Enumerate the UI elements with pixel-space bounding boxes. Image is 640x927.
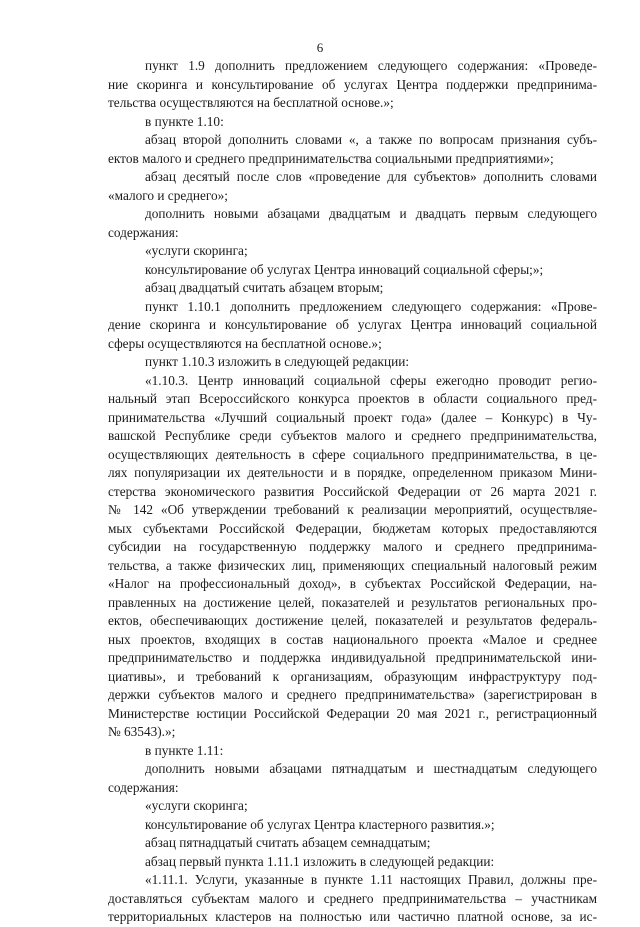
text-line: № 63543).»; [108,724,176,739]
text-line: в пункте 1.11: [145,742,224,758]
text-line: сферы осуществляются на бесплатной основе.»; [108,335,382,351]
text-line: тельства, а также физических лиц, применяющих специальный налоговый режим [108,557,597,573]
text-line: дение скоринга и консультирование об услугах Центра инноваций социальной [108,317,597,332]
text-line: мых субъектами Российской Федерации, бюджетам которых предоставляются [108,520,597,536]
page-number: 6 [316,40,324,55]
text-line: нальный этап Всероссийского конкурса проектов в области социального пред- [108,391,597,406]
text-line: «услуги скоринга; [145,243,248,258]
text-line: консультирование об услугах Центра инноваций социальной сферы;»; [145,261,544,277]
text-line: дополнить новыми абзацами двадцатым и двадцать первым следующего [145,206,597,221]
text-line: «1.11.1. Услуги, указанные в пункте 1.11 настоящих Правил, должны пре- [145,872,597,887]
text-line: субсидии на государственную поддержку малого и среднего предпринима- [108,539,597,554]
text-line: абзац десятый после слов «проведение для субъектов» дополнить словами [145,169,597,184]
text-line: «1.10.3. Центр инноваций социальной сферы ежегодно проводит регио- [145,372,597,388]
text-line: консультирование об услугах Центра кластерного развития.»; [145,816,495,832]
text-line: дополнить новыми абзацами пятнадцатым и шестнадцатым следующего [145,761,597,776]
text-line: абзац первый пункта 1.11.1 изложить в следующей редакции: [145,853,495,869]
text-line: ектов малого и среднего предпринимательства социальными предприятиями»; [108,150,554,166]
text-line: пункт 1.9 дополнить предложением следующего содержания: «Проведе- [145,58,597,73]
text-line: циативы», и требований к организациям, образующим инфраструктуру под- [108,668,597,684]
text-line: доставляться субъектам малого и среднего предпринимательства – участникам [108,890,597,906]
text-line: осуществляющих деятельность в сфере социального предпринимательства, в це- [108,446,597,462]
text-line: пункт 1.10.1 дополнить предложением следующего содержания: «Прове- [145,298,597,314]
text-line: «Налог на профессиональный доход», в субъектах Российской Федерации, на- [108,576,597,591]
text-line: содержания: [108,224,179,240]
text-line: ектов, обеспечивающих достижение целей, показателей и результатов федераль- [108,613,597,628]
text-line: в пункте 1.10: [145,113,224,129]
text-line: абзац второй дополнить словами «, а также по вопросам признания субъ- [145,132,597,147]
document-body [108,57,597,927]
text-line: территориальных кластеров на полностью или частично платной основе, за ис- [108,909,597,924]
text-line: пункт 1.10.3 изложить в следующей редакции: [145,354,410,369]
text-line: предпринимательство и поддержка индивидуальной предпринимательской ини- [108,650,597,665]
text-line: держки субъектов малого и среднего предпринимательства» (зарегистрирован в [108,687,597,702]
text-line: Министерстве юстиции Российской Федерации 20 мая 2021 г., регистрационный [108,705,597,721]
text-line: «малого и среднего»; [108,187,228,203]
text-line: содержания: [108,779,179,795]
text-line: вашской Республике среди субъектов малого и среднего предпринимательства, [108,428,597,443]
text-line: стерства экономического развития Российской Федерации от 26 марта 2021 г. [108,483,597,499]
text-line: правленных на достижение целей, показателей и результатов региональных про- [108,594,597,610]
text-line: ных проектов, входящих в состав национального проекта «Малое и среднее [108,631,597,647]
text-line: ние скоринга и консультирование об услугах Центра поддержки предпринима- [108,76,597,92]
text-line: абзац пятнадцатый считать абзацем семнадцатым; [145,835,431,850]
text-line: принимательства «Лучший социальный проект года» (далее – Конкурс) в Чу- [108,409,597,425]
text-line: «услуги скоринга; [145,798,248,813]
text-line: абзац двадцатый считать абзацем вторым; [145,280,384,295]
text-line: тельства осуществляются на бесплатной основе.»; [108,95,394,110]
text-line: лях популяризации их деятельности и в порядке, определенном приказом Мини- [108,465,597,480]
text-line: № 142 «Об утверждении требований к реализации мероприятий, осуществляе- [108,502,597,517]
